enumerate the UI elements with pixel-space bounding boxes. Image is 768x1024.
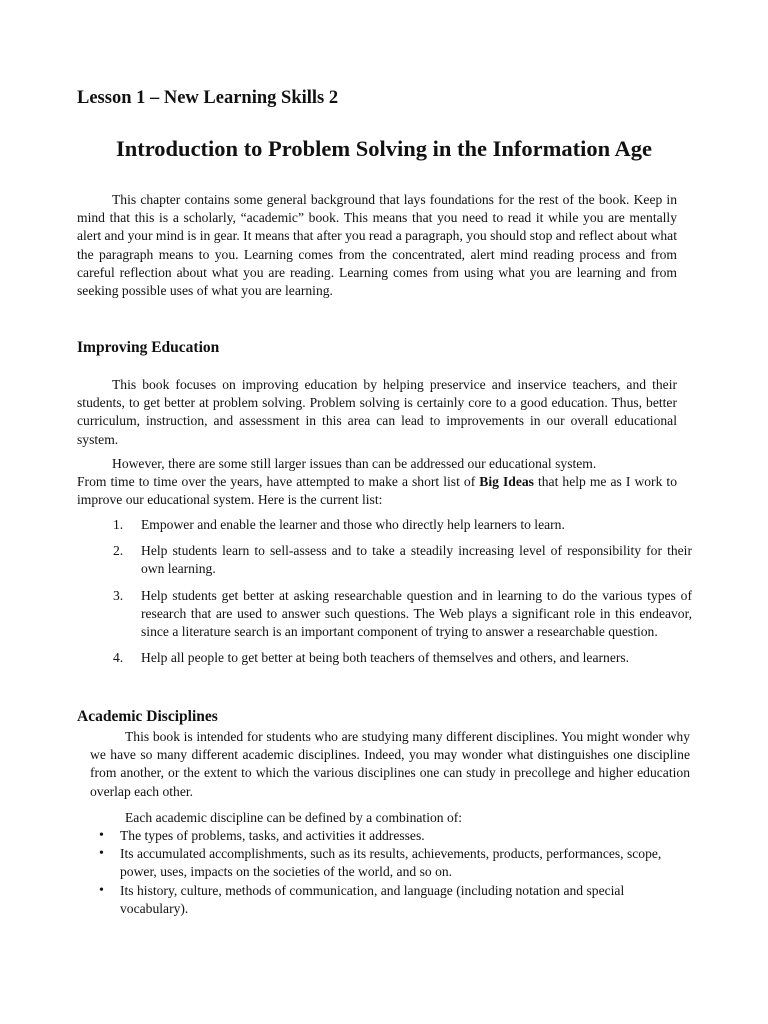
- paragraph-2-text-start: From time to time over the years, have attempted to make a short list of: [77, 474, 480, 490]
- list-item: [77, 882, 687, 918]
- list-item: [77, 845, 687, 881]
- bullet-icon: •: [99, 846, 104, 862]
- bullet-icon: •: [99, 828, 104, 843]
- list-item: [77, 587, 692, 642]
- academic-disciplines-paragraph-1: This book is intended for students who are studying many different disciplines. You might wonder why we have so many different academic disciplines. Indeed, you may wonder what distinguishes one discipline from another, or the extent to which the various disciplines one can study in precollege and higher education overlap each other.: [90, 729, 690, 799]
- list-item-text: Help students get better at asking researchable question and in learning to do the various types of research that are used to answer such questions. The Web plays a significant role in this endeavor, since a literature search is an important component of trying to answer a researchable question.: [141, 587, 692, 640]
- big-ideas-list: [77, 516, 692, 667]
- improving-education-paragraph-2: [77, 455, 677, 510]
- list-item-number: 3.: [113, 587, 124, 603]
- lesson-title: Lesson 1 – New Learning Skills 2: [77, 88, 339, 108]
- list-item-number: 2.: [113, 543, 124, 559]
- academic-disciplines-heading: Academic Disciplines: [77, 708, 218, 725]
- list-item: [77, 827, 687, 845]
- paragraph-2-text-end: that help me as I work to improve our educational system. Here is the current list:: [77, 474, 677, 508]
- academic-disciplines-paragraph-2: Each academic discipline can be defined by a combination of:: [125, 810, 463, 825]
- list-item: [77, 649, 692, 667]
- list-item-text: Its history, culture, methods of communication, and language (including notation and special vocabulary).: [120, 882, 625, 916]
- list-item-text: Help all people to get better at being both teachers of themselves and others, and learners.: [141, 650, 630, 666]
- bullet-icon: •: [99, 882, 104, 898]
- discipline-definition-list: [77, 827, 687, 918]
- paragraph-2-first-line: However, there are some still larger issues than can be addressed our educational system.: [112, 456, 597, 471]
- improving-education-heading: Improving Education: [77, 339, 220, 356]
- big-ideas-emphasis: Big Ideas: [479, 474, 534, 490]
- list-item-number: 4.: [113, 650, 124, 666]
- list-item-text: Help students learn to sell-assess and to take a steadily increasing level of responsibility for their own learning.: [141, 543, 692, 577]
- list-item-text: Empower and enable the learner and those who directly help learners to learn.: [141, 517, 565, 532]
- list-item-text: The types of problems, tasks, and activities it addresses.: [120, 828, 425, 843]
- list-item: [77, 542, 692, 578]
- list-item: [77, 516, 692, 534]
- improving-education-paragraph-1: This book focuses on improving education by helping preservice and inservice teachers, and their students, to get better at problem solving. Problem solving is certainly core to a good education. Thus, better curriculum, instruction, and assessment in this area can lead to improvements in our overall educational system.: [77, 377, 677, 447]
- list-item-text: Its accumulated accomplishments, such as its results, achievements, products, performances, scope, power, uses, impacts on the societies of the world, and so on.: [120, 846, 662, 880]
- intro-paragraph: This chapter contains some general background that lays foundations for the rest of the book. Keep in mind that this is a scholarly, “academic” book. This means that you need to read it while you are mentally alert and your mind is in gear. It means that after you read a paragraph, you should stop and reflect about what the paragraph means to you. Learning comes from the concentrated, alert mind reading process and from careful reflection about what you are reading. Learning comes from using what you are learning and from seeking possible uses of what you are learning.: [77, 192, 677, 299]
- page-title: Introduction to Problem Solving in the Information Age: [115, 136, 653, 161]
- list-item-number: 1.: [113, 517, 124, 532]
